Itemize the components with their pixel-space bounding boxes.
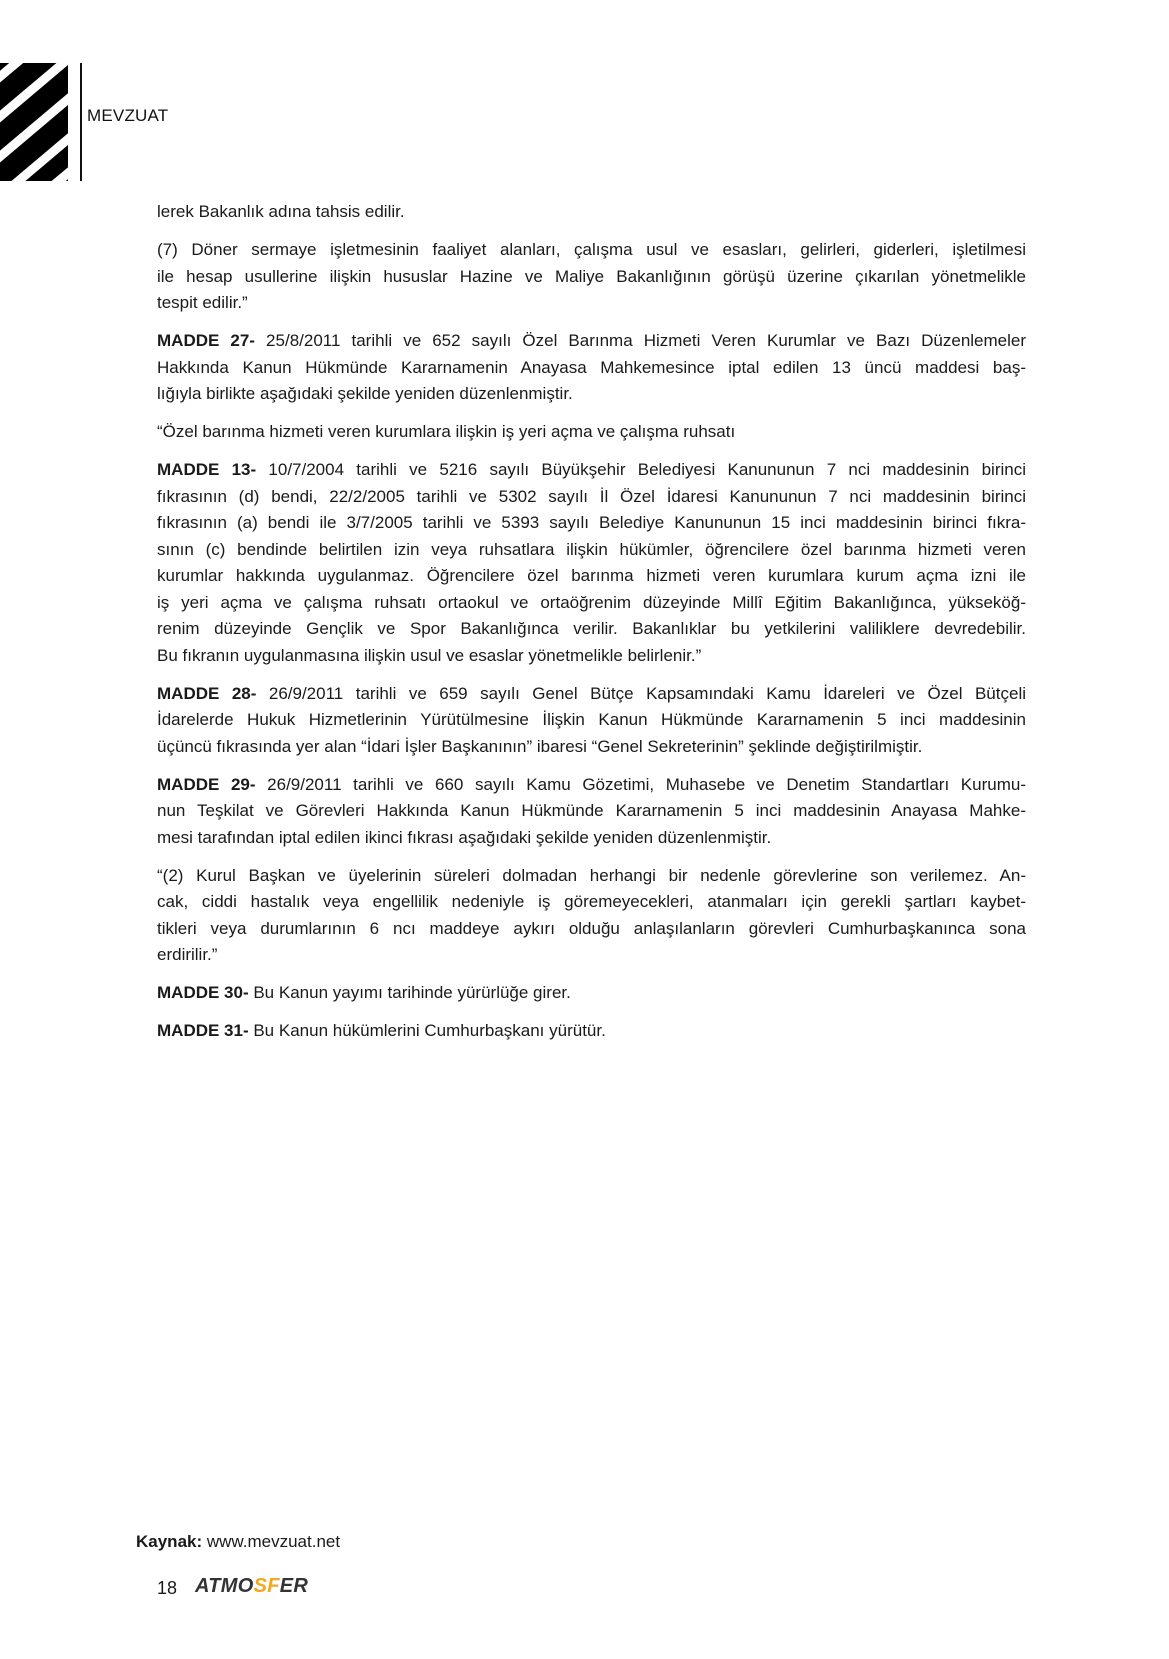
text-line: Hakkında Kanun Hükmünde Kararnamenin Anayasa Mahkemesince iptal edilen 13 üncü maddesi baş-	[157, 357, 1026, 377]
text-span: 10/7/2004 tarihli ve 5216 sayılı Büyükşehir Belediyesi Kanununun 7 nci maddesinin birinci	[256, 460, 1026, 479]
text-line: “(2) Kurul Başkan ve üyelerinin süreleri dolmadan herhangi bir nedenle görevlerine son verilemez. An-	[157, 865, 1026, 885]
article-29	[157, 772, 1026, 852]
text-line: tespit edilir.”	[157, 293, 248, 312]
text-line: tikleri veya durumlarının 6 ncı maddeye aykırı olduğu anlaşılanların görevleri Cumhurbaşkanınca sona	[157, 918, 1026, 938]
article-31	[157, 1018, 1026, 1045]
text-span: 26/9/2011 tarihli ve 659 sayılı Genel Bütçe Kapsamındaki Kamu İdareleri ve Özel Bütçeli	[256, 683, 1026, 703]
header-divider	[80, 63, 82, 181]
brand-accent: SF	[253, 1575, 280, 1597]
text-span: Bu Kanun hükümlerini Cumhurbaşkanı yürütür.	[248, 1021, 606, 1040]
paragraph	[157, 863, 1026, 969]
text-line: fıkrasının (d) bendi, 22/2/2005 tarihli ve 5302 sayılı İl Özel İdaresi Kanununun 7 nci maddesinin birinci	[157, 486, 1026, 506]
paragraph	[157, 237, 1026, 317]
article-label: MADDE 29-	[157, 774, 256, 794]
article-label: MADDE 30-	[157, 983, 249, 1002]
source-note	[136, 1532, 340, 1552]
article-28	[157, 681, 1026, 761]
article-label: MADDE 28-	[157, 683, 257, 703]
text-line: renim düzeyinde Gençlik ve Spor Bakanlığınca verilir. Bakanlıklar bu yetkilerini valiliklere devredebilir.	[157, 619, 1026, 638]
text-line: fıkrasının (a) bendi ile 3/7/2005 tarihli ve 5393 sayılı Belediye Kanununun 15 inci maddesinin birinci fıkra-	[157, 513, 1026, 532]
text-span: 25/8/2011 tarihli ve 652 sayılı Özel Barınma Hizmeti Veren Kurumlar ve Bazı Düzenlemeler	[254, 331, 1027, 350]
source-url: www.mevzuat.net	[202, 1532, 341, 1551]
text-line: sının (c) bendinde belirtilen izin veya ruhsatlara ilişkin hükümler, öğrencilere özel barınma hizmeti veren	[157, 539, 1026, 559]
text-line: cak, ciddi hastalık veya engellilik nedeniyle iş göremeyecekleri, atanmaları için gerekli şartları kaybet-	[157, 892, 1026, 911]
page-number: 18	[157, 1578, 178, 1598]
text-line: kurumlar hakkında uygulanmaz. Öğrencilere özel barınma hizmeti veren kurumlara kurum açma izni ile	[157, 566, 1026, 585]
source-label: Kaynak:	[136, 1532, 203, 1551]
text-line: nun Teşkilat ve Görevleri Hakkında Kanun Hükmünde Kararnamenin 5 inci maddesinin Anayasa Mahke-	[157, 801, 1026, 820]
article-30	[157, 980, 1026, 1007]
text-line: üçüncü fıkrasında yer alan “İdari İşler Başkanının” ibaresi “Genel Sekreterinin” şeklinde değiştirilmiştir.	[157, 736, 923, 756]
text-line: lığıyla birlikte aşağıdaki şekilde yeniden düzenlenmiştir.	[157, 384, 573, 403]
text-line	[157, 457, 1026, 484]
text-line: erdirilir.”	[157, 945, 218, 964]
text-line: İdarelerde Hukuk Hizmetlerinin Yürütülmesine İlişkin Kanun Hükmünde Kararnamenin 5 inci maddesinin	[157, 710, 1026, 729]
text-line	[157, 681, 1026, 708]
text-span: 26/9/2011 tarihli ve 660 sayılı Kamu Gözetimi, Muhasebe ve Denetim Standartları Kurumu-	[255, 774, 1026, 794]
text-line	[157, 980, 1026, 1007]
brand-text: ATMO	[195, 1575, 254, 1597]
text-span: Bu Kanun yayımı tarihinde yürürlüğe girer.	[248, 983, 571, 1002]
text-line: lerek Bakanlık adına tahsis edilir.	[157, 202, 405, 221]
article-13	[157, 457, 1026, 669]
article-27	[157, 328, 1026, 408]
text-line: ile hesap usullerine ilişkin hususlar Hazine ve Maliye Bakanlığının görüşü üzerine çıkarılan yönetmelikle	[157, 266, 1026, 286]
article-label: MADDE 27-	[157, 331, 255, 350]
text-line	[157, 1018, 1026, 1045]
text-line: (7) Döner sermaye işletmesinin faaliyet alanları, çalışma usul ve esasları, gelirleri, giderleri, işletilmesi	[157, 240, 1026, 259]
text-line: “Özel barınma hizmeti veren kurumlara ilişkin iş yeri açma ve çalışma ruhsatı	[157, 422, 736, 441]
article-label: MADDE 13-	[157, 460, 257, 479]
striped-logo-icon	[0, 63, 68, 181]
paragraph	[157, 419, 1026, 446]
document-body	[157, 199, 1026, 1056]
brand-logo	[195, 1575, 308, 1598]
paragraph	[157, 199, 1026, 226]
brand-text: ER	[279, 1575, 309, 1597]
article-label: MADDE 31-	[157, 1021, 249, 1040]
text-line	[157, 772, 1026, 799]
text-line: mesi tarafından iptal edilen ikinci fıkrası aşağıdaki şekilde yeniden düzenlenmiştir.	[157, 827, 772, 847]
text-line: iş yeri açma ve çalışma ruhsatı ortaokul ve ortaöğrenim düzeyinde Millî Eğitim Bakanlığınca, yükseköğ-	[157, 592, 1026, 612]
section-label: MEVZUAT	[87, 106, 169, 125]
text-line	[157, 328, 1026, 355]
text-line: Bu fıkranın uygulanmasına ilişkin usul ve esaslar yönetmelikle belirlenir.”	[157, 645, 702, 665]
